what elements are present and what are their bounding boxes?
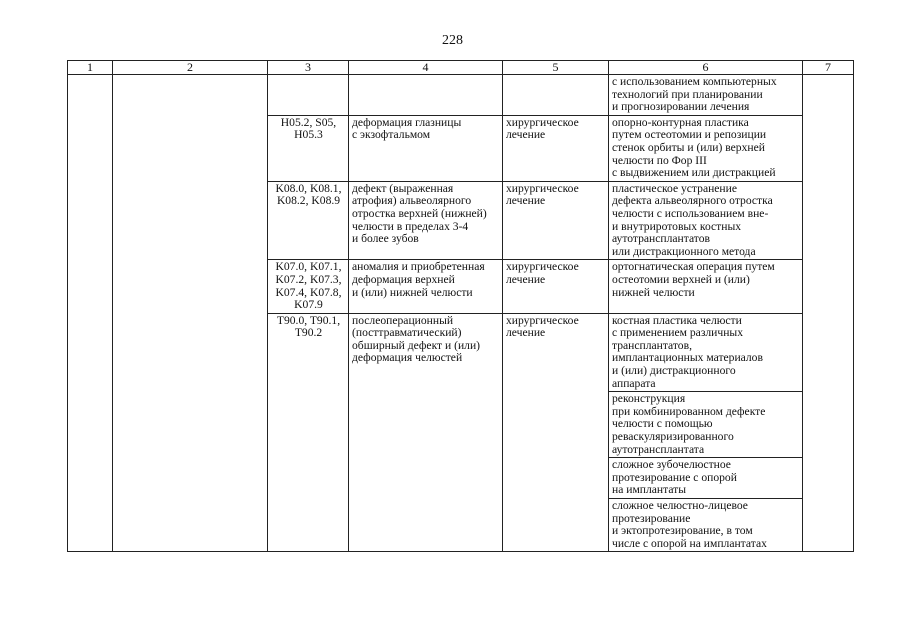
- table-row: [68, 75, 854, 116]
- method-cell-line: путем остеотомии и репозиции: [612, 128, 767, 142]
- diagnosis-cell-line: деформация глазницы: [352, 115, 462, 129]
- column-7-cell: [803, 75, 854, 552]
- method-cell: [609, 115, 803, 181]
- column-1-cell: [68, 75, 113, 552]
- diagnosis-cell-line: обширный дефект и (или): [352, 338, 481, 352]
- method-cell-line: нижней челюсти: [612, 285, 695, 299]
- diagnosis-cell-line: (посттравматический): [352, 326, 462, 340]
- method-cell-line: ортогнатическая операция путем: [612, 260, 775, 274]
- method-cell-line: дефекта альвеолярного отростка: [612, 194, 773, 208]
- method-cell-line: протезирование: [612, 511, 691, 525]
- method-cell-line: костная пластика челюсти: [612, 313, 742, 327]
- method-cell-line: и эктопротезирование, в том: [612, 524, 753, 538]
- document-table: [67, 60, 854, 552]
- code-cell-line: K08.2, K08.9: [276, 194, 341, 208]
- method-cell-line: стенок орбиты и (или) верхней: [612, 140, 765, 154]
- code-cell-line: H05.3: [294, 128, 323, 142]
- method-cell-line: с применением различных: [612, 326, 744, 340]
- method-cell-line: и внутриротовых костных: [612, 219, 742, 233]
- code-cell: [268, 115, 349, 181]
- method-cell: [609, 499, 803, 552]
- column-header: 2: [113, 61, 268, 75]
- method-cell: [609, 260, 803, 313]
- diagnosis-cell-line: дефект (выраженная: [352, 181, 454, 195]
- column-header: 5: [503, 61, 609, 75]
- column-header: 4: [349, 61, 503, 75]
- column-header: 3: [268, 61, 349, 75]
- treatment-cell-line: хирургическое: [506, 260, 579, 274]
- code-cell: [268, 181, 349, 260]
- method-cell-line: при комбинированном дефекте: [612, 404, 766, 418]
- method-cell-line: челюсти с использованием вне-: [612, 206, 769, 220]
- treatment-cell-line: лечение: [506, 272, 546, 286]
- treatment-cell: [503, 115, 609, 181]
- code-cell-line: K07.4, K07.8,: [275, 285, 342, 299]
- method-cell: [609, 458, 803, 499]
- method-cell-line: или дистракционного метода: [612, 244, 756, 258]
- method-cell-line: пластическое устранение: [612, 181, 737, 195]
- method-cell-line: технологий при планировании: [612, 87, 763, 101]
- diagnosis-cell-line: челюсти в пределах 3-4: [352, 219, 469, 233]
- treatment-cell-line: лечение: [506, 194, 546, 208]
- table-body: [68, 75, 854, 552]
- diagnosis-cell: [349, 313, 503, 552]
- method-cell-line: на имплантаты: [612, 483, 687, 497]
- column-2-cell: [113, 75, 268, 552]
- diagnosis-cell-line: и (или) нижней челюсти: [352, 285, 473, 299]
- diagnosis-cell-line: с экзофтальмом: [352, 128, 431, 142]
- diagnosis-cell-line: деформация челюстей: [352, 351, 463, 365]
- method-cell-line: трансплантатов,: [612, 338, 692, 352]
- treatment-cell: [503, 181, 609, 260]
- column-header: 6: [609, 61, 803, 75]
- treatment-cell: [503, 313, 609, 552]
- method-cell-line: челюсти с помощью: [612, 417, 713, 431]
- method-cell-line: и прогнозировании лечения: [612, 100, 750, 114]
- method-cell-line: челюсти по Фор III: [612, 153, 707, 167]
- method-cell-line: сложное зубочелюстное: [612, 458, 731, 472]
- diagnosis-cell: [349, 115, 503, 181]
- diagnosis-cell-line: послеоперационный: [352, 313, 454, 327]
- diagnosis-cell-line: отростка верхней (нижней): [352, 206, 487, 220]
- treatment-cell-line: лечение: [506, 128, 546, 142]
- method-cell-line: аппарата: [612, 376, 656, 390]
- method-cell-line: сложное челюстно-лицевое: [612, 499, 748, 512]
- code-cell-line: T90.0, T90.1,: [276, 313, 341, 327]
- method-cell-line: реваскуляризированного: [612, 430, 734, 444]
- column-header: 1: [68, 61, 113, 75]
- method-cell-line: протезирование с опорой: [612, 470, 737, 484]
- code-cell-line: T90.2: [294, 326, 323, 340]
- diagnosis-cell: [349, 75, 503, 116]
- treatment-cell-line: лечение: [506, 326, 546, 340]
- treatment-cell-line: хирургическое: [506, 115, 579, 129]
- treatment-cell: [503, 260, 609, 313]
- code-cell: [268, 75, 349, 116]
- method-cell-line: числе с опорой на имплантатах: [612, 536, 767, 550]
- method-cell: [609, 75, 803, 116]
- method-cell: [609, 181, 803, 260]
- method-cell: [609, 313, 803, 392]
- method-cell-line: опорно-контурная пластика: [612, 115, 749, 129]
- method-cell-line: и (или) дистракционного: [612, 364, 736, 378]
- method-cell: [609, 392, 803, 458]
- diagnosis-cell-line: аномалия и приобретенная: [352, 260, 485, 274]
- treatment-cell-line: хирургическое: [506, 313, 579, 327]
- treatment-cell: [503, 75, 609, 116]
- code-cell: [268, 260, 349, 313]
- page-number: 228: [442, 33, 463, 48]
- code-cell-line: K07.9: [294, 298, 323, 312]
- column-header: 7: [803, 61, 854, 75]
- code-cell-line: K07.0, K07.1,: [275, 260, 342, 274]
- diagnosis-cell: [349, 260, 503, 313]
- code-cell-line: K08.0, K08.1,: [275, 181, 342, 195]
- diagnosis-cell-line: и более зубов: [352, 232, 419, 246]
- diagnosis-cell-line: деформация верхней: [352, 272, 455, 286]
- diagnosis-cell-line: атрофия) альвеолярного: [352, 194, 472, 208]
- method-cell-line: имплантационных материалов: [612, 351, 763, 365]
- header-row: [68, 61, 854, 75]
- method-cell-line: аутотрансплантата: [612, 442, 705, 456]
- diagnosis-cell: [349, 181, 503, 260]
- code-cell: [268, 313, 349, 552]
- method-cell-line: реконструкция: [612, 392, 686, 406]
- treatment-cell-line: хирургическое: [506, 181, 579, 195]
- code-cell-line: H05.2, S05,: [280, 115, 337, 129]
- method-cell-line: с выдвижением или дистракцией: [612, 166, 776, 180]
- method-cell-line: остеотомии верхней и (или): [612, 272, 750, 286]
- method-cell-line: с использованием компьютерных: [612, 75, 777, 88]
- method-cell-line: аутотрансплантатов: [612, 232, 710, 246]
- code-cell-line: K07.2, K07.3,: [275, 272, 342, 286]
